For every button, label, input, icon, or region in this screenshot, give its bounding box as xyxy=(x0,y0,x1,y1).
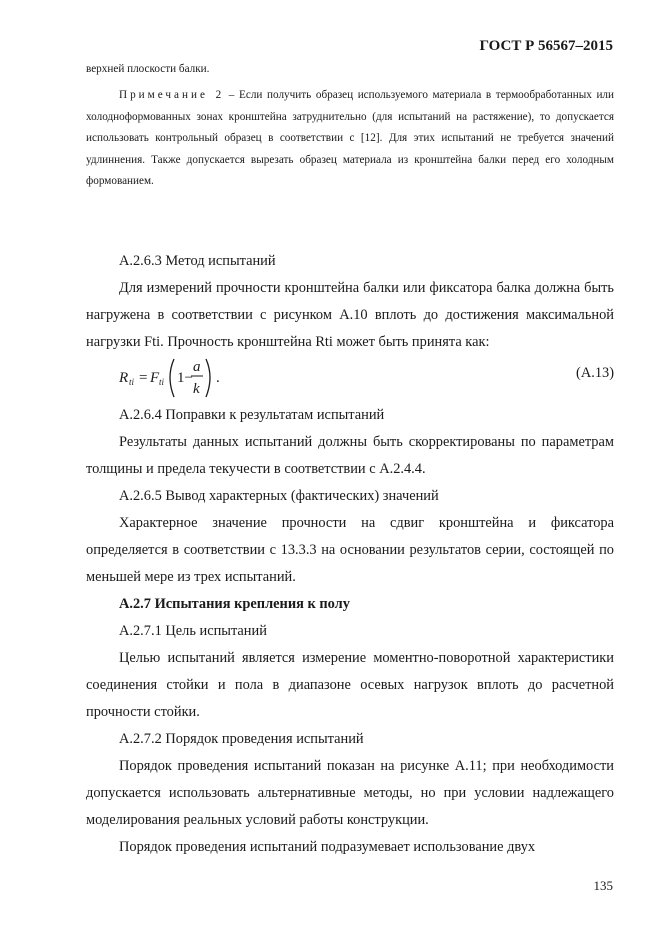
section-a27-title: А.2.7 Испытания крепления к полу xyxy=(119,596,350,612)
section-a272-text-2: Порядок проведения испытаний подразумевает использование двух xyxy=(119,839,536,855)
section-a263-title: А.2.6.3 Метод испытаний xyxy=(119,253,276,269)
svg-text:F: F xyxy=(150,370,160,386)
section-a271-title: А.2.7.1 Цель испытаний xyxy=(119,623,267,639)
formula-a13 xyxy=(119,355,614,401)
formula-number: (А.13) xyxy=(576,365,614,381)
document-id: ГОСТ Р 56567–2015 xyxy=(479,38,613,54)
formula-graphic xyxy=(119,355,239,401)
svg-text:.: . xyxy=(216,370,220,386)
svg-text:k: k xyxy=(193,381,200,397)
svg-text:R: R xyxy=(119,370,129,386)
section-a265-text: Характерное значение прочности на сдвиг кронштейна и фиксатора определяется в соответствии с 13.3.3 на основании результатов серии, состоящей по меньшей мере из трех испытаний. xyxy=(86,515,614,585)
section-a272-title: А.2.7.2 Порядок проведения испытаний xyxy=(119,731,364,747)
note-label: Примечание 2 xyxy=(119,89,225,101)
continuation-line: верхней плоскости балки. xyxy=(86,63,210,75)
section-a263-text: Для измерений прочности кронштейна балки или фиксатора балка должна быть нагружена в соответствии с рисунком А.10 вплоть до достижения максимальной нагрузки Fti. Прочность кронштейна Rti может быть принята как: xyxy=(86,280,614,350)
note-text: – Если получить образец используемого материала в термообработанных или холоднoформованных зонах кронштейна затруднительно (для испытаний на растяжение), то допускается использовать контрольный образец в соответствии с [12]. Для этих испытаний не требуется значений удлиннения. Также допускается вырезать образец материала из кронштейна балки перед его холодным формованием. xyxy=(86,89,614,187)
svg-text:1−: 1− xyxy=(177,370,193,386)
page-number: 135 xyxy=(593,878,613,893)
svg-text:=: = xyxy=(139,370,148,386)
svg-text:a: a xyxy=(193,359,201,375)
section-a265-title: А.2.6.5 Вывод характерных (фактических) значений xyxy=(119,488,439,504)
svg-text:ti: ti xyxy=(159,377,165,387)
section-a264-title: А.2.6.4 Поправки к результатам испытаний xyxy=(119,407,385,423)
svg-text:ti: ti xyxy=(129,377,135,387)
section-a264-text: Результаты данных испытаний должны быть скорректированы по параметрам толщины и предела текучести в соответствии с А.2.4.4. xyxy=(86,434,614,477)
section-a271-text: Целью испытаний является измерение моментно-поворотной характеристики соединения стойки и пола в диапазоне осевых нагрузок вплоть до расчетной прочности стойки. xyxy=(86,650,614,720)
section-a272-text-1: Порядок проведения испытаний показан на рисунке А.11; при необходимости допускается использовать альтернативные методы, но при условии надлежащего моделирования реальных условий работы конструкции. xyxy=(86,758,614,828)
note-2 xyxy=(86,85,614,193)
